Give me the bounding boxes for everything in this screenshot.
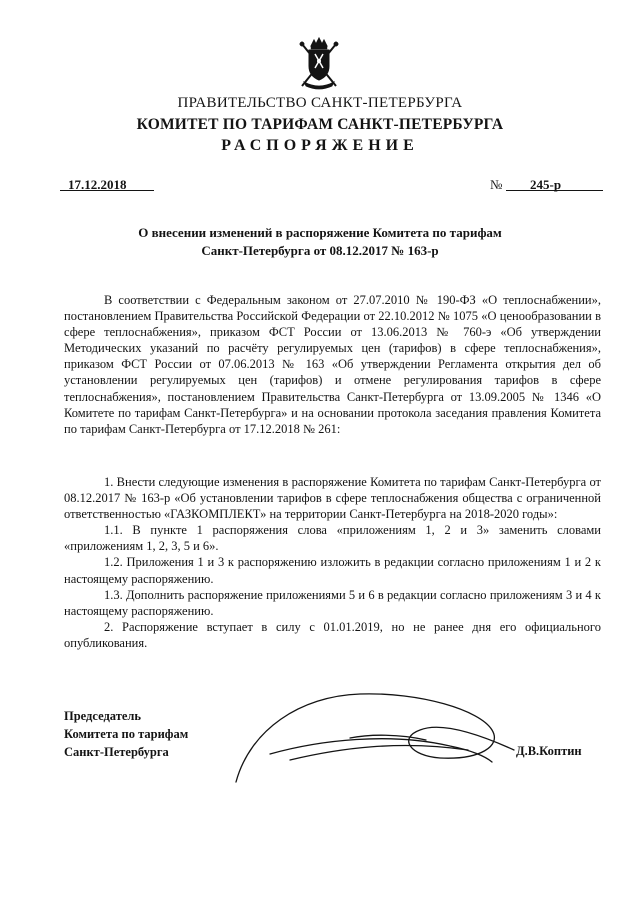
document-type-heading: РАСПОРЯЖЕНИЕ [221,137,419,154]
subject-line: О внесении изменений в распоряжение Комитета по тарифам [138,225,502,240]
item-1-2: 1.2. Приложения 1 и 3 к распоряжению изложить в редакции согласно приложениям 1 и 2 к настоящему распоряжению. [64,555,601,586]
number-sign: № [490,177,503,192]
item-2: 2. Распоряжение вступает в силу с 01.01.2019, но не ранее дня его официального опубликования. [64,619,601,650]
item-1-3: 1.3. Дополнить распоряжение приложениями 5 и 6 в редакции согласно приложениям 3 и 4 к настоящему распоряжению. [64,587,601,618]
committee-heading: КОМИТЕТ ПО ТАРИФАМ САНКТ-ПЕТЕРБУРГА [136,116,504,133]
item-1: 1. Внести следующие изменения в распоряжение Комитета по тарифам Санкт-Петербурга от 08.12.2017 № 163-р «Об установлении тарифов в сфере теплоснабжения общества с ограниченной ответственностью «ГАЗКОМПЛЕКТ» на территории Санкт-Петербурга на 2018-2020 годы»: [64,475,601,522]
position-line: Санкт-Петербурга [64,745,169,759]
item-1-1: 1.1. В пункте 1 распоряжения слова «приложениям 1, 2 и 3» заменить словами «приложениям 1, 2, 3, 5 и 6». [64,523,601,554]
document-date: 17.12.2018 [68,177,127,192]
position-line: Председатель [64,709,142,723]
ordering-items [64,474,601,651]
preamble-paragraph: В соответствии с Федеральным законом от 27.07.2010 № 190-ФЗ «О теплоснабжении», постановлением Правительства Российской Федерации от 22.10.2012 № 1075 «О ценообразовании в сфере теплоснабжения», приказом ФСТ России от 13.06.2013 № 760-э «Об утверждении Методических указаний по расчёту регулируемых цен (тарифов) в сфере теплоснабжения», приказом ФСТ России от 07.06.2013 № 163 «Об утверждении Регламента открытия дел об установлении регулируемых цен (тарифов) и отмене регулирования тарифов в сфере теплоснабжения», постановлением Правительства Санкт-Петербурга от 13.09.2005 № 1346 «О Комитете по тарифам Санкт-Петербурга» и на основании протокола заседания правления Комитета по тарифам Санкт-Петербурга от 17.12.2018 № 261: [64,293,601,436]
document-number: 245-р [530,177,562,192]
subject-line: Санкт-Петербурга от 08.12.2017 № 163-р [201,243,439,258]
number-underline [506,190,603,191]
government-heading: ПРАВИТЕЛЬСТВО САНКТ-ПЕТЕРБУРГА [177,95,463,111]
position-line: Комитета по тарифам [64,727,189,741]
document-subject [100,224,540,260]
preamble [64,292,601,437]
date-underline [60,190,154,191]
signatory-name: Д.В.Коптин [516,744,582,758]
coat-of-arms-emblem [296,36,342,92]
handwritten-signature [230,690,520,790]
signatory-position [64,707,188,761]
